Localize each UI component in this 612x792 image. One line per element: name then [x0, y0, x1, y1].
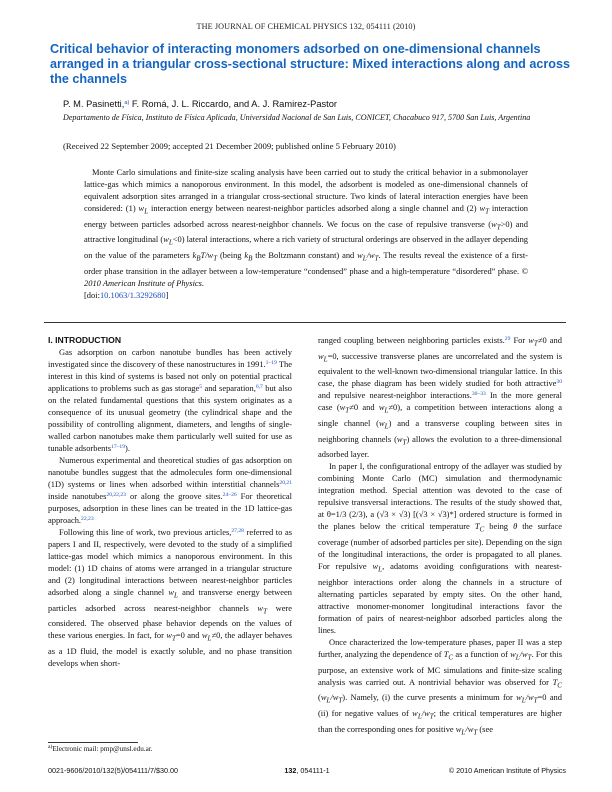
paragraph: Gas adsorption on carbon nanotube bundles has been actively investigated since the discovery of these nanostructures in 1991.$^{1-19}$ The interest in this kind of systems is based not only on potential practical applications to problems such as gas storage$^5$ and separation,$^{6,7}$ but also on the related fundamental questions that this system originates as a consequence of its unusual geometry (the cylindrical shape and the possibility of controlling alignment, diameters, and lengths of single-walled carbon nanotubes make them particularly well suited for use as tunable adsorbents$^{17-19}$).	[48, 347, 293, 453]
citation-link[interactable]: 6,7	[255, 384, 263, 390]
footnote-divider	[48, 742, 138, 743]
citation-link[interactable]: 30	[556, 379, 562, 386]
footnote-mark: a)	[48, 744, 53, 750]
author-footnote-mark[interactable]: a)	[124, 100, 130, 106]
doi-link[interactable]: 10.1063/1.3292680	[99, 289, 166, 300]
footer-page-number: 132, 054111-1	[284, 766, 330, 775]
article-title: Critical behavior of interacting monomers adsorbed on one-dimensional channels arranged in a triangular cross-sectional structure: Mixed interactions along and across the channels	[50, 42, 570, 86]
paragraph: Once characterized the low-temperature phases, paper II was a step further, analyzing the dependence of $T_C$ as a function of $w_L/w_T$. For this purpose, an extensive work of MC simulations and finite-size scaling analysis was carried out. A nontrivial behavior was observed for $T_C$ $(w_L/w_T)$. Namely, (i) the curve presents a minimum for $w_L/w_T=0$ and (ii) for negative values of $w_L/w_T$; the critical temperatures are higher than the corresponding ones for positive $w_L/w_T$ (see	[318, 636, 562, 737]
paragraph: Numerous experimental and theoretical studies of gas adsorption on nanotube bundles suggest that the admolecules form one-dimensional (1D) systems or lines when adsorbed within interstitial channels$^{20,21}$ inside nanotubes$^{20,22,23}$ or along the groove sites.$^{24-26}$ For theoretical purposes, adsorption in these lines can be treated in the 1D lattice-gas approach.$^{22,23}$	[48, 455, 293, 525]
author-rest: F. Romá, J. L. Riccardo, and A. J. Ramirez-Pastor	[129, 99, 338, 109]
affiliation: Departamento de Física, Instituto de Física Aplicada, Universidad Nacional de San Luis, CONICET, Chacabuco 917, 5700 San Luis, Argentina	[63, 113, 531, 122]
section-heading: I. INTRODUCTION	[48, 335, 122, 345]
author-list	[63, 99, 563, 109]
running-head: THE JOURNAL OF CHEMICAL PHYSICS 132, 054111 (2010)	[196, 22, 416, 31]
footnote	[48, 745, 292, 753]
citation-link[interactable]: 27,28	[231, 528, 244, 534]
footer-issn: 0021-9606/2010/132(5)/054111/7/$30.00	[48, 766, 179, 775]
citation-link[interactable]: 1–19	[265, 360, 277, 366]
citation-link[interactable]: 20,22,23	[106, 492, 126, 498]
citation-link[interactable]: 24–26	[222, 492, 237, 498]
right-column	[318, 334, 562, 738]
abstract-divider	[44, 322, 566, 323]
citation-link[interactable]: 22,23	[81, 516, 94, 522]
received-dates: (Received 22 September 2009; accepted 21 December 2009; published online 5 February 2010)	[63, 141, 396, 151]
citation-link[interactable]: 29	[504, 336, 511, 342]
citation-link[interactable]: 17–19	[111, 444, 126, 450]
author-first: P. M. Pasinetti,	[63, 99, 125, 109]
abstract-text: Monte Carlo simulations and finite-size scaling analysis have been carried out to study the critical behavior in a submonolayer lattice-gas which mimics a nanoporous environment. In this model, the adsorbent is modeled as one-dimensional channels of equivalent adsorption sites arranged in a triangular cross-sectional structure. Two kinds of lateral interaction energies have been considered: (1) $w_L$ interaction energy between nearest-neighbor particles adsorbed along a single channel and (2) $w_T$ interaction energy between particles adsorbed across nearest-neighbor channels. We focus on the case of repulsive transverse $(w_T>0)$ and attractive longitudinal $(w_L<0)$ lateral interactions, where a rich variety of structural orderings are observed in the adlayer depending on the value of the parameters $k_BT/w_T$ (being $k_B$ the Boltzmann constant) and $w_L/w_T$. The results reveal the existence of a first-order phase transition in the adlayer between a low-temperature “condensed” phase and a high-temperature “disordered” phase. © 2010 American Institute of Physics. [doi:10.1063/1.3292680]	[84, 167, 529, 300]
footnote-text: Electronic mail: pmp@unsl.edu.ar.	[52, 745, 153, 753]
citation-link[interactable]: 30–33	[471, 391, 486, 398]
left-column	[48, 334, 292, 669]
copyright-line: © 2010 American Institute of Physics.	[84, 265, 528, 288]
footer-copyright: © 2010 American Institute of Physics	[448, 766, 566, 775]
paragraph: ranged coupling between neighboring particles exists.$^{29}$ For $w_T\ne 0$ and $w_L=0$, successive transverse planes are uncorrelated and the system is equivalent to the well-known two-dimensional triangular lattice. In this case, the phase diagram has been widely studied for both attractive$^{30}$ and repulsive nearest-neighbor interactions.$^{30-33}$ In the more general case ($w_T\ne 0$ and $w_L\ne 0$), a competition between interactions along a single channel $(w_L)$ and a transverse coupling between sites in neighboring channels $(w_T)$ allows the evolution to a three-dimensional adsorbed layer.	[318, 335, 563, 460]
page-footer	[48, 766, 566, 776]
citation-link[interactable]: 5	[199, 384, 203, 390]
paragraph: Following this line of work, two previous articles,$^{27,28}$ referred to as papers I and II, respectively, were devoted to the study of a simplified lattice-gas model which mimics a nanoporous environment. In this model: (1) 1D chains of atoms were arranged in a triangular structure and (2) longitudinal interactions between nearest-neighbor particles adsorbed along a single channel $w_L$ and transverse energy between particles adsorbed across nearest-neighbor channels $w_T$ were considered. The observed phase behavior depends on the values of these various energies. In fact, for $w_T=0$ and $w_L\ne 0$, the adlayer behaves as a 1D fluid, the model is exactly soluble, and no phase transition develops when short-	[48, 527, 292, 669]
paragraph: In paper I, the configurational entropy of the adlayer was studied by combining Monte Carlo (MC) simulation and thermodynamic integration method. Special attention was devoted to the case of repulsive transversal interactions. The results of the study showed that, at θ=1/3 (2/3), a (√3 × √3) [(√3 × √3)*] ordered structure is formed in the planes below the critical temperature $T_C$ being θ the surface coverage (number of adsorbed particles per site). Depending on the sign of the longitudinal interactions, the order is propagated to all planes. For repulsive $w_L$, adatoms avoiding configurations with nearest-neighbor interactions order along the channels in a structure of alternating particles separated by empty sites. On the other hand, attractive monomer-monomer longitudinal interactions favor the formation of pairs of nearest-neighbor adsorbed particles along the lines.	[318, 461, 562, 635]
citation-link[interactable]: 20,21	[279, 480, 292, 486]
abstract	[84, 166, 528, 301]
doi-line: [doi:10.1063/1.3292680]	[84, 289, 169, 300]
